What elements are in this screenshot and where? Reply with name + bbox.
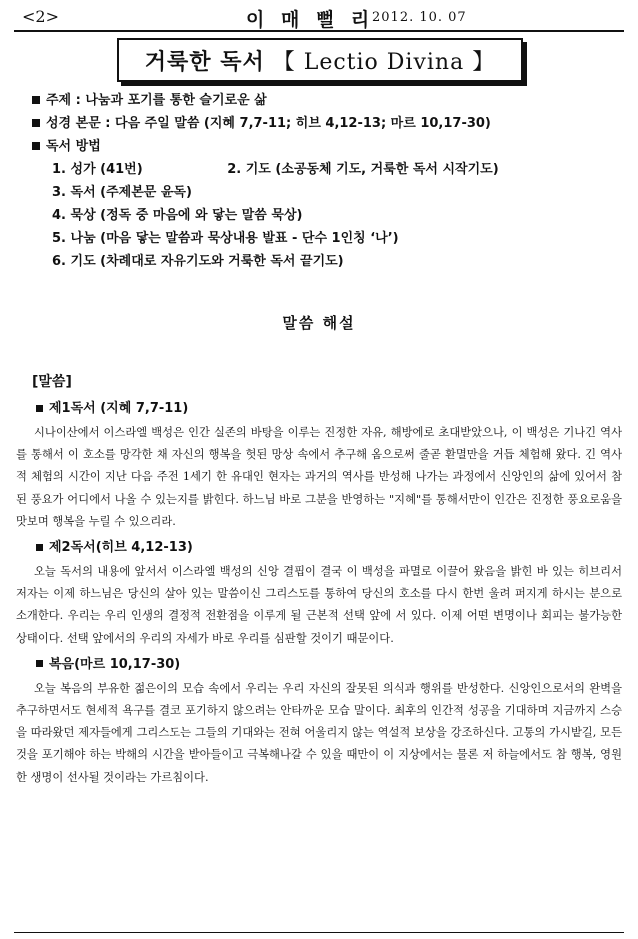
page-number: <2> [22,7,59,26]
reading-heading [16,652,622,678]
reading-text: 오늘 독서의 내용에 앞서서 이스라엘 백성의 신앙 결핍이 결국 이 백성을 파멸로 이끌어 왔음을 밝힌 바 있는 히브리서 저자는 이제 하느님은 당신의 살아 있는 말씀이신 그리스도를 통하여 당신의 호소를 다시 한번 울려 퍼지게 하시는 분으로 소개한다. 우리는 우리 인생의 결정적 전환점을 이루게 될 근본적 선택 앞에 서 있다. 이제 어떤 변명이나 회피는 불가능한 상태이다. 선택 앞에서의 우리의 자세가 바로 우리를 심판할 것이기 때문이다. [16,565,622,645]
scripture-line [32,112,622,135]
reading-heading-text: 제2독서(히브 4,12-13) [49,540,193,556]
method-heading: 독서 방법 [46,139,101,154]
method-heading-line [32,135,622,158]
reading-heading [16,396,622,422]
step-item: 4. 묵상 (정독 중 마음에 와 닿는 말씀 묵상) [52,208,303,223]
section-label: [말씀] [32,374,72,390]
step-item: 5. 나눔 (마음 닿는 말씀과 묵상내용 발표 - 단수 1인칭 ‘나’) [52,231,399,246]
main-title-latin: 【 Lectio Divina 】 [272,49,496,75]
explanation-title: 말씀 해설 [282,314,356,332]
reading-info [32,89,622,273]
square-bullet-icon [32,96,40,104]
square-bullet-icon [36,405,43,412]
bottom-rule [14,932,624,933]
reading-text: 시나이산에서 이스라엘 백성은 인간 실존의 바탕을 이루는 진정한 자유, 해방에로 초대받았으나, 이 백성은 기나긴 역사를 통해서 이 호소를 망각한 채 자신의 행복을 헛된 망상 속에서 추구해 옴으로써 줄곧 환멸만을 거듭 체험해 왔다. 긴 역사적 체험의 시간이 지난 다음 주전 1세기 한 유대인 현자는 과거의 역사를 반성해 나가는 과정에서 신앙인의 삶에 있어서 참된 풍요가 어디에서 나올 수 있는지를 밝힌다. 하느님 바로 그분을 반영하는 "지혜"를 통해서만이 인간은 진정한 풍요로움을 맛보며 행복을 누릴 수 있으리라. [16,426,622,528]
explanation-body [16,368,622,791]
square-bullet-icon [36,660,43,667]
theme-line [32,89,622,112]
reading-text: 오늘 복음의 부유한 젊은이의 모습 속에서 우리는 우리 자신의 잘못된 의식과 행위를 반성한다. 신앙인으로서의 완벽을 추구하면서도 현세적 욕구를 결코 포기하지 않으려는 안타까운 모습 말이다. 최후의 인간적 성공을 기대하며 지금까지 스승을 따라왔던 제자들에게 그리스도는 그들의 기대와는 전혀 어울리지 않는 역설적 보상을 강조하신다. 고통의 가시밭길, 모든 것을 포기해야 하는 박해의 시간을 받아들이고 극복해나갈 수 있을 때만이 이 지상에서는 물론 저 하늘에서도 참 행복, 영원한 생명이 선사될 것이라는 가르침이다. [16,681,622,784]
step-row [32,250,622,273]
step-item: 3. 독서 (주제본문 윤독) [52,185,192,200]
reading-heading-text: 복음(마르 10,17-30) [49,656,181,672]
square-bullet-icon [36,544,43,551]
newsletter-title: 이 매 뻘 리 [246,9,375,31]
main-title-korean: 거룩한 독서 [144,49,265,75]
step-item: 6. 기도 (차례대로 자유기도와 거룩한 독서 끝기도) [52,254,344,269]
page-header [14,4,624,32]
reading-heading [16,535,622,561]
scripture-text: 성경 본문 : 다음 주일 말씀 (지혜 7,7-11; 히브 4,12-13; 마르 10,17-30) [46,116,491,131]
square-bullet-icon [32,142,40,150]
issue-date: 2012. 10. 07 [372,10,467,25]
reading-heading-text: 제1독서 (지혜 7,7-11) [49,401,189,416]
step-item: 2. 기도 (소공동체 기도, 거룩한 독서 시작기도) [227,162,499,177]
step-row [32,204,622,227]
main-title-box [117,38,523,82]
step-row [32,227,622,250]
step-row [32,158,622,181]
step-item: 1. 성가 (41번) [52,162,143,177]
square-bullet-icon [32,119,40,127]
step-row [32,181,622,204]
theme-text: 주제 : 나눔과 포기를 통한 슬기로운 삶 [46,93,267,108]
